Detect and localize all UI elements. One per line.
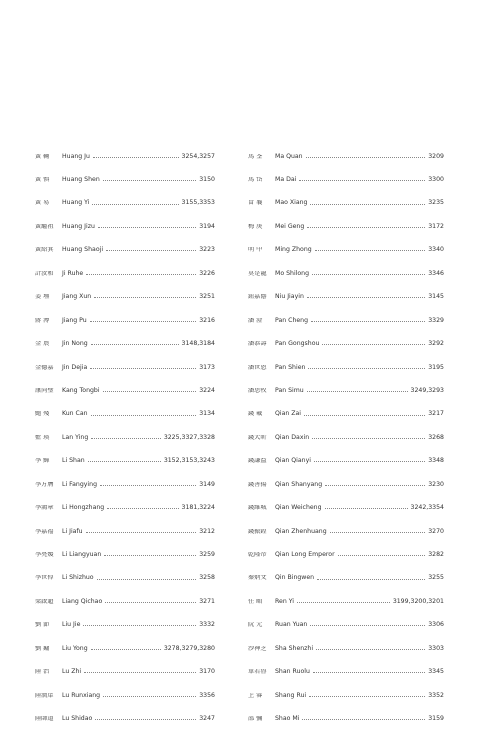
entry-romanized-name: Pan Shien	[275, 363, 306, 371]
dot-leader	[307, 297, 425, 298]
dot-leader	[84, 672, 196, 673]
entry-chinese-name: 秦炳文	[248, 575, 267, 582]
dot-leader	[312, 274, 425, 275]
entry-romanized-name: Shao Mi	[275, 715, 300, 723]
entry-chinese-name: 上 睿	[248, 692, 263, 699]
entry-page-numbers: 3282	[428, 551, 444, 559]
entry-romanized-name: Jiang Xun	[62, 293, 92, 301]
entry-romanized-name: Qin Bingwen	[275, 574, 315, 582]
entry-page-numbers: 3356	[199, 691, 215, 699]
index-entry	[35, 215, 215, 238]
entry-chinese-name: 康同璧	[35, 387, 54, 394]
entry-romanized-name: Li Hongzhang	[62, 504, 105, 512]
entry-chinese-name: 黃繼祖	[35, 223, 54, 230]
entry-chinese-name: 黃紹箕	[35, 247, 54, 254]
entry-chinese-name: 沙神芝	[248, 645, 267, 652]
dot-leader	[100, 485, 196, 486]
dot-leader	[91, 438, 161, 439]
dot-leader	[322, 344, 425, 345]
dot-leader	[312, 438, 425, 439]
entry-page-numbers: 3300	[428, 176, 444, 184]
index-column-right	[248, 145, 444, 731]
entry-chinese-name: 黃 易	[35, 200, 50, 207]
entry-romanized-name: Qian Shanyang	[275, 480, 323, 488]
entry-page-numbers: 3195	[428, 363, 444, 371]
dot-leader	[86, 274, 196, 275]
dot-leader	[103, 696, 196, 697]
entry-romanized-name: Huang Yi	[62, 199, 90, 207]
index-entry	[35, 379, 215, 402]
entry-page-numbers: 3134	[199, 410, 215, 418]
index-entry	[35, 426, 215, 449]
dot-leader	[310, 204, 425, 205]
entry-page-numbers: 3217	[428, 410, 444, 418]
dot-leader	[83, 625, 196, 626]
index-entry	[35, 333, 215, 356]
index-entry	[35, 239, 215, 262]
entry-chinese-name: 單若魯	[248, 669, 267, 676]
entry-chinese-name: 鈕嘉蔭	[248, 294, 267, 301]
entry-chinese-name: 李亮媛	[35, 552, 54, 559]
entry-page-numbers: 3225,3327,3328	[163, 433, 215, 441]
entry-romanized-name: Huang Shen	[62, 176, 100, 184]
dot-leader	[93, 157, 179, 158]
entry-romanized-name: Ma Quan	[275, 152, 303, 160]
entry-page-numbers: 3247	[199, 715, 215, 723]
index-entry	[35, 473, 215, 496]
entry-chinese-name: 馬 岱	[248, 177, 263, 184]
index-entry	[248, 497, 444, 520]
index-entry	[248, 145, 444, 168]
index-entry	[35, 403, 215, 426]
index-entry	[248, 379, 444, 402]
entry-page-numbers: 3258	[199, 574, 215, 582]
index-entry	[248, 403, 444, 426]
entry-page-numbers: 3251	[199, 293, 215, 301]
entry-romanized-name: Li Shan	[62, 457, 85, 465]
index-entry	[248, 614, 444, 637]
entry-page-numbers: 3292	[428, 340, 444, 348]
entry-page-numbers: 3172	[428, 222, 444, 230]
entry-chinese-name: 李世倬	[35, 575, 54, 582]
entry-romanized-name: Qian Zhenhuang	[275, 527, 327, 535]
index-entry	[35, 520, 215, 543]
entry-chinese-name: 李嘉福	[35, 528, 54, 535]
index-entry	[248, 286, 444, 309]
entry-romanized-name: Kun Can	[62, 410, 88, 418]
entry-romanized-name: Jin Dejia	[62, 363, 88, 371]
entry-page-numbers: 3223	[199, 246, 215, 254]
index-entry	[35, 145, 215, 168]
entry-romanized-name: Qian Weicheng	[275, 504, 322, 512]
entry-page-numbers: 3270	[428, 527, 444, 535]
entry-page-numbers: 3145	[428, 293, 444, 301]
dot-leader	[91, 415, 197, 416]
index-entry	[248, 192, 444, 215]
entry-romanized-name: Li Shizhuo	[62, 574, 94, 582]
entry-chinese-name: 李 鱓	[35, 458, 50, 465]
dot-leader	[317, 579, 425, 580]
dot-leader	[106, 250, 196, 251]
entry-page-numbers: 3332	[199, 621, 215, 629]
entry-romanized-name: Qian Qianyi	[275, 457, 311, 465]
entry-chinese-name: 鮑 殘	[35, 411, 50, 418]
entry-chinese-name: 明 中	[248, 247, 263, 254]
entry-page-numbers: 3255	[428, 574, 444, 582]
entry-chinese-name: 黃 鞠	[35, 153, 50, 160]
index-entry	[248, 215, 444, 238]
dot-leader	[307, 227, 425, 228]
entry-chinese-name: 陸 治	[35, 669, 50, 676]
entry-romanized-name: Huang Ju	[62, 152, 90, 160]
index-entry	[35, 497, 215, 520]
index-entry	[35, 543, 215, 566]
index-entry	[35, 309, 215, 332]
entry-page-numbers: 3226	[199, 269, 215, 277]
index-entry	[35, 356, 215, 379]
index-entry	[248, 450, 444, 473]
dot-leader	[325, 508, 408, 509]
entry-page-numbers: 3199,3200,3201	[392, 597, 444, 605]
index-entry	[35, 708, 215, 731]
entry-romanized-name: Huang Shaoji	[62, 246, 104, 254]
entry-romanized-name: Pan Cheng	[275, 316, 309, 324]
entry-romanized-name: Ren Yi	[275, 597, 294, 605]
entry-chinese-name: 金 農	[35, 341, 50, 348]
entry-page-numbers: 3150	[199, 176, 215, 184]
entry-chinese-name: 錢 載	[248, 411, 263, 418]
entry-romanized-name: Jin Nong	[62, 340, 88, 348]
entry-page-numbers: 3268	[428, 433, 444, 441]
entry-page-numbers: 3155,3353	[181, 199, 215, 207]
dot-leader	[314, 461, 425, 462]
entry-chinese-name: 劉 節	[35, 622, 50, 629]
entry-page-numbers: 3306	[428, 621, 444, 629]
index-entry	[248, 520, 444, 543]
entry-chinese-name: 錢善揚	[248, 481, 267, 488]
dot-leader	[95, 719, 196, 720]
entry-romanized-name: Liu Jie	[62, 621, 81, 629]
entry-romanized-name: Ruan Yuan	[275, 621, 308, 629]
entry-page-numbers: 3209	[428, 152, 444, 160]
entry-chinese-name: 李方膺	[35, 481, 54, 488]
dot-leader	[86, 532, 197, 533]
dot-leader	[302, 719, 425, 720]
index-entry	[35, 192, 215, 215]
dot-leader	[316, 649, 425, 650]
index-entry	[248, 684, 444, 707]
entry-chinese-name: 錢大昕	[248, 434, 267, 441]
entry-page-numbers: 3224	[199, 386, 215, 394]
index-entry	[248, 661, 444, 684]
dot-leader	[297, 602, 390, 603]
entry-page-numbers: 3235	[428, 199, 444, 207]
entry-chinese-name: 錢振鍠	[248, 528, 267, 535]
entry-page-numbers: 3212	[199, 527, 215, 535]
entry-page-numbers: 3242,3354	[410, 504, 444, 512]
entry-page-numbers: 3271	[199, 597, 215, 605]
entry-romanized-name: Liang Qichao	[62, 597, 103, 605]
dot-leader	[299, 180, 425, 181]
entry-romanized-name: Huang Jizu	[62, 222, 95, 230]
dot-leader	[105, 602, 196, 603]
entry-page-numbers: 3352	[428, 691, 444, 699]
entry-romanized-name: Pan Simu	[275, 386, 304, 394]
entry-chinese-name: 劉 鏞	[35, 645, 50, 652]
dot-leader	[107, 508, 178, 509]
entry-page-numbers: 3230	[428, 480, 444, 488]
entry-chinese-name: 計汝和	[35, 270, 54, 277]
dot-leader	[97, 579, 197, 580]
dot-leader	[338, 555, 426, 556]
entry-page-numbers: 3340	[428, 246, 444, 254]
dot-leader	[91, 649, 161, 650]
entry-page-numbers: 3345	[428, 668, 444, 676]
entry-romanized-name: Ma Dai	[275, 176, 297, 184]
dot-leader	[309, 696, 425, 697]
index-entry	[248, 309, 444, 332]
entry-chinese-name: 蔣 溥	[35, 317, 50, 324]
index-entry	[35, 590, 215, 613]
entry-romanized-name: Qian Long Emperor	[275, 551, 335, 559]
entry-romanized-name: Pan Gongshou	[275, 340, 320, 348]
entry-romanized-name: Li Liangyuan	[62, 551, 102, 559]
entry-chinese-name: 邵 彌	[248, 716, 263, 723]
entry-romanized-name: Ji Ruhe	[62, 269, 84, 277]
entry-romanized-name: Qian Zai	[275, 410, 302, 418]
entry-chinese-name: 阮 元	[248, 622, 263, 629]
entry-page-numbers: 3148,3184	[181, 340, 215, 348]
entry-page-numbers: 3170	[199, 668, 215, 676]
entry-chinese-name: 潘思牧	[248, 387, 267, 394]
index-entry	[248, 473, 444, 496]
entry-chinese-name: 錢謙益	[248, 458, 267, 465]
entry-romanized-name: Lu Zhi	[62, 668, 82, 676]
dot-leader	[330, 532, 426, 533]
index-entry	[35, 567, 215, 590]
entry-romanized-name: Kang Tongbi	[62, 386, 100, 394]
entry-romanized-name: Lan Ying	[62, 433, 89, 441]
index-entry	[35, 286, 215, 309]
entry-page-numbers: 3254,3257	[181, 152, 215, 160]
entry-chinese-name: 冒 襄	[248, 200, 263, 207]
entry-page-numbers: 3278,3279,3280	[163, 644, 215, 652]
index-entry	[248, 567, 444, 590]
index-column-left	[35, 145, 215, 731]
entry-romanized-name: Ming Zhong	[275, 246, 312, 254]
entry-page-numbers: 3159	[428, 715, 444, 723]
dot-leader	[306, 157, 426, 158]
entry-romanized-name: Li Fangying	[62, 480, 97, 488]
index-entry	[248, 590, 444, 613]
entry-page-numbers: 3249,3293	[410, 386, 444, 394]
entry-page-numbers: 3152,3153,3243	[163, 457, 215, 465]
entry-chinese-name: 李鴻章	[35, 505, 54, 512]
dot-leader	[307, 391, 408, 392]
dot-leader	[90, 368, 196, 369]
entry-chinese-name: 梁啟超	[35, 598, 54, 605]
entry-page-numbers: 3173	[199, 363, 215, 371]
entry-page-numbers: 3303	[428, 644, 444, 652]
entry-romanized-name: Mo Shilong	[275, 269, 310, 277]
dot-leader	[92, 204, 178, 205]
entry-chinese-name: 姜 壎	[35, 294, 50, 301]
entry-chinese-name: 錢維城	[248, 505, 267, 512]
dot-leader	[91, 344, 179, 345]
entry-page-numbers: 3329	[428, 316, 444, 324]
dot-leader	[103, 391, 197, 392]
dot-leader	[103, 180, 196, 181]
entry-page-numbers: 3346	[428, 269, 444, 277]
entry-romanized-name: Mei Geng	[275, 222, 305, 230]
entry-chinese-name: 梅 庚	[248, 223, 263, 230]
entry-page-numbers: 3348	[428, 457, 444, 465]
index-entry	[248, 239, 444, 262]
dot-leader	[104, 555, 196, 556]
entry-chinese-name: 金德嘉	[35, 364, 54, 371]
entry-page-numbers: 3216	[199, 316, 215, 324]
entry-romanized-name: Niu Jiayin	[275, 293, 304, 301]
index-entry	[248, 356, 444, 379]
entry-romanized-name: Shang Rui	[275, 691, 307, 699]
dot-leader	[308, 368, 425, 369]
entry-chinese-name: 潘 澄	[248, 317, 263, 324]
entry-chinese-name: 陸師道	[35, 716, 54, 723]
dot-leader	[325, 485, 425, 486]
entry-chinese-name: 乾隆帝	[248, 552, 267, 559]
entry-chinese-name: 潘世恩	[248, 364, 267, 371]
entry-page-numbers: 3149	[199, 480, 215, 488]
entry-romanized-name: Lu Runxiang	[62, 691, 101, 699]
entry-chinese-name: 黃 慎	[35, 177, 50, 184]
entry-romanized-name: Sha Shenzhi	[275, 644, 314, 652]
index-entry	[35, 168, 215, 191]
entry-chinese-name: 藍 瑛	[35, 434, 50, 441]
entry-romanized-name: Li Jiafu	[62, 527, 83, 535]
entry-chinese-name: 潘恭壽	[248, 341, 267, 348]
dot-leader	[304, 415, 425, 416]
entry-chinese-name: 馬 荃	[248, 153, 263, 160]
index-entry	[248, 168, 444, 191]
dot-leader	[90, 321, 197, 322]
entry-romanized-name: Qian Daxin	[275, 433, 310, 441]
entry-chinese-name: 任 頤	[248, 598, 263, 605]
index-entry	[248, 333, 444, 356]
index-entry	[248, 637, 444, 660]
dot-leader	[88, 461, 161, 462]
index-entry	[35, 450, 215, 473]
entry-chinese-name: 莫是龍	[248, 270, 267, 277]
index-entry	[35, 684, 215, 707]
entry-page-numbers: 3259	[199, 551, 215, 559]
dot-leader	[313, 672, 425, 673]
dot-leader	[315, 250, 426, 251]
dot-leader	[311, 321, 425, 322]
index-entry	[248, 426, 444, 449]
dot-leader	[98, 227, 196, 228]
index-entry	[35, 614, 215, 637]
dot-leader	[94, 297, 196, 298]
entry-chinese-name: 陸潤庠	[35, 692, 54, 699]
entry-romanized-name: Lu Shidao	[62, 715, 93, 723]
index-entry	[35, 262, 215, 285]
entry-page-numbers: 3194	[199, 222, 215, 230]
dot-leader	[310, 625, 425, 626]
index-entry	[35, 637, 215, 660]
index-entry	[248, 708, 444, 731]
entry-romanized-name: Liu Yong	[62, 644, 88, 652]
entry-page-numbers: 3181,3224	[181, 504, 215, 512]
index-entry	[35, 661, 215, 684]
entry-romanized-name: Jiang Pu	[62, 316, 87, 324]
entry-romanized-name: Mao Xiang	[275, 199, 308, 207]
index-entry	[248, 262, 444, 285]
index-entry	[248, 543, 444, 566]
entry-romanized-name: Shan Ruolu	[275, 668, 310, 676]
